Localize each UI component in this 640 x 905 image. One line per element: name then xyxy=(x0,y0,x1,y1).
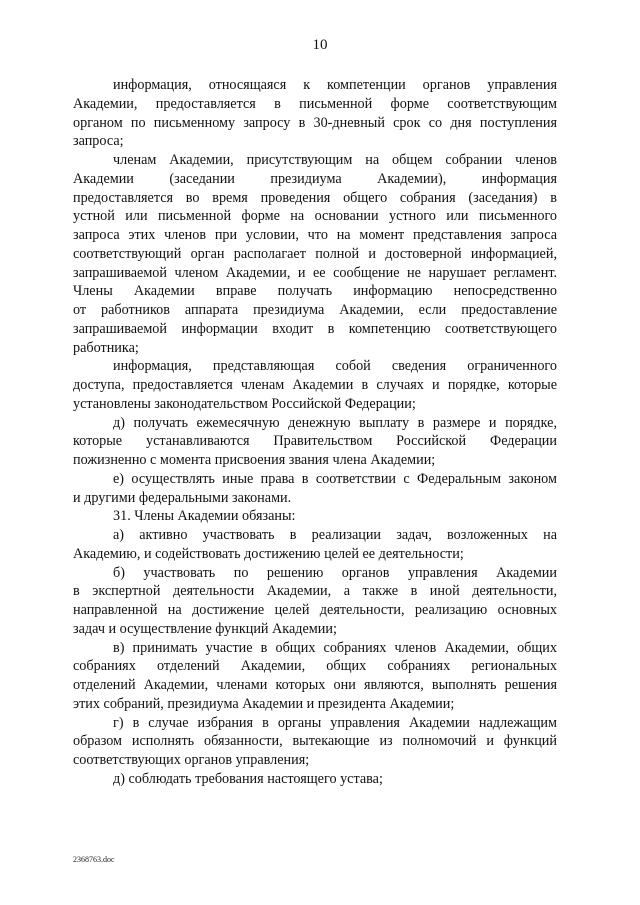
text-line: работника; xyxy=(73,339,139,356)
text-line: образом исполнять обязанности, вытекающие из полномочий и функций xyxy=(73,733,557,750)
text-line: пожизненно с момента присвоения звания члена Академии; xyxy=(73,452,436,468)
text-line: этих собраний, президиума Академии и президента Академии; xyxy=(73,695,455,712)
page-number: 10 xyxy=(312,37,328,53)
text-line: и другими федеральными законами. xyxy=(73,489,292,506)
text-line: соответствующий орган располагает полной и достоверной информацией, xyxy=(73,245,557,262)
text-line: д) получать ежемесячную денежную выплату в размере и порядке, xyxy=(113,414,557,431)
document-body xyxy=(73,76,557,789)
text-line: направленной на достижение целей деятельности, реализацию основных xyxy=(73,602,557,618)
text-line: информация, относящаяся к компетенции органов управления xyxy=(113,77,557,93)
text-line: которые устанавливаются Правительством Российской Федерации xyxy=(73,433,557,450)
text-line: а) активно участвовать в реализации задач, возложенных на xyxy=(113,527,557,543)
text-line: устной или письменной форме на основании устного или письменного xyxy=(73,208,557,225)
text-line: в) принимать участие в общих собраниях членов Академии, общих xyxy=(113,639,557,656)
text-line: собраниях отделений Академии, общих собраниях региональных xyxy=(73,658,557,675)
text-line: от работников аппарата президиума Академии, если предоставление xyxy=(73,302,557,318)
document-file-code: 2368763.doc xyxy=(73,855,115,864)
text-line: установлены законодательством Российской Федерации; xyxy=(73,395,416,412)
text-line: г) в случае избрания в органы управления Академии надлежащим xyxy=(113,714,557,731)
text-line: информация, представляющая собой сведения ограниченного xyxy=(113,358,557,375)
text-line: д) соблюдать требования настоящего устава; xyxy=(113,770,383,787)
text-line: б) участвовать по решению органов управления Академии xyxy=(113,564,557,581)
text-line: доступа, предоставляется членам Академии в случаях и порядке, которые xyxy=(73,377,557,393)
text-line: соответствующих органов управления; xyxy=(73,752,310,768)
text-line: запроса этих членов при условии, что на момент представления запроса xyxy=(73,227,557,243)
text-line: отделений Академии, членами которых они являются, выполнять решения xyxy=(73,677,557,693)
text-line: запрашиваемой информации входит в компетенцию соответствующего xyxy=(73,320,557,337)
text-line: 31. Члены Академии обязаны: xyxy=(113,508,296,525)
text-line: е) осуществлять иные права в соответствии с Федеральным законом xyxy=(113,470,557,487)
text-line: Члены Академии вправе получать информацию непосредственно xyxy=(73,283,557,300)
text-line: органом по письменному запросу в 30-дневный срок со дня поступления xyxy=(73,114,557,131)
text-line: задач и осуществление функций Академии; xyxy=(73,620,337,637)
text-line: Академии, предоставляется в письменной форме соответствующим xyxy=(73,95,557,112)
text-line: запрашиваемой членом Академии, и ее сообщение не нарушает регламент. xyxy=(73,264,557,281)
text-line: предоставляется во время проведения общего собрания (заседания) в xyxy=(73,189,557,206)
text-line: Академии (заседании президиума Академии), информация xyxy=(73,170,557,187)
text-line: в экспертной деятельности Академии, а также в иной деятельности, xyxy=(73,583,557,600)
text-line: запроса; xyxy=(73,133,124,150)
text-line: членам Академии, присутствующим на общем собрании членов xyxy=(113,152,557,168)
text-line: Академию, и содействовать достижению целей ее деятельности; xyxy=(73,545,464,562)
